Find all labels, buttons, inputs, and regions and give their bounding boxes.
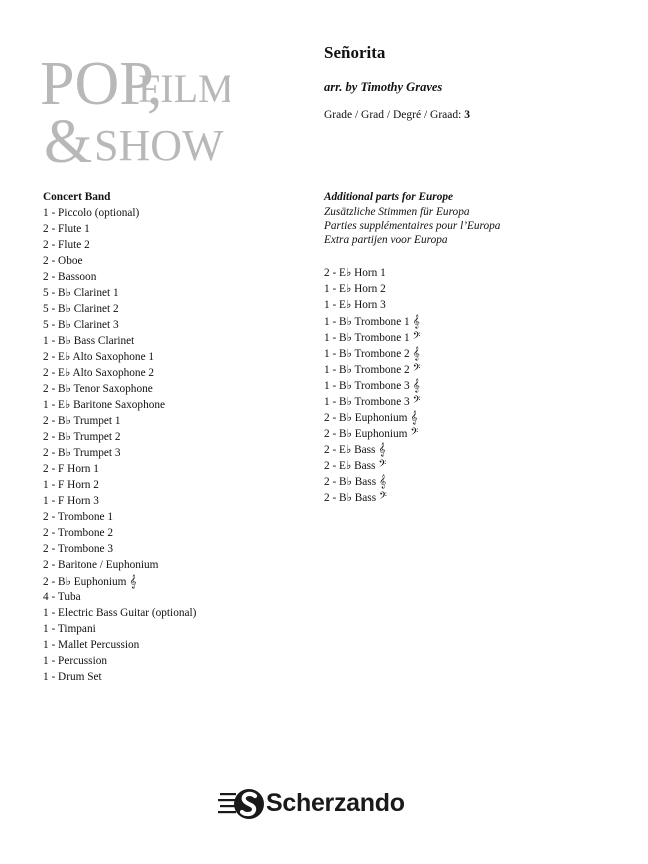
treble-clef-icon: 𝄞: [412, 314, 420, 328]
logo-word-pop: POP,: [40, 50, 163, 118]
bass-clef-icon: 𝄢: [410, 426, 419, 440]
concert-band-item: [43, 317, 196, 333]
concert-band-item-text: 2 - Flute 2: [43, 239, 90, 251]
europe-part-item: [324, 313, 500, 329]
concert-band-item-text: 5 - B♭ Clarinet 3: [43, 319, 119, 331]
concert-band-item: [43, 301, 196, 317]
europe-translation-nl: Extra partijen voor Europa: [324, 234, 448, 246]
europe-part-item-text: 1 - E♭ Horn 2: [324, 283, 386, 295]
concert-band-item: [43, 333, 196, 349]
concert-band-item-text: 1 - Drum Set: [43, 671, 102, 683]
concert-band-item-text: 1 - F Horn 2: [43, 479, 99, 491]
concert-band-item: [43, 669, 196, 685]
europe-parts-list: [324, 265, 500, 505]
concert-band-item: [43, 205, 196, 221]
concert-band-item: [43, 653, 196, 669]
europe-part-item: [324, 329, 500, 345]
treble-clef-icon: 𝄞: [129, 574, 137, 588]
concert-band-item: [43, 221, 196, 237]
concert-band-item: [43, 253, 196, 269]
concert-band-item: [43, 413, 196, 429]
europe-part-item-text: 2 - B♭ Bass: [324, 476, 377, 488]
concert-band-item: [43, 349, 196, 365]
pop-film-show-logo: [40, 42, 230, 167]
concert-band-item: [43, 397, 196, 413]
pop-film-show-logo-icon: [40, 42, 230, 167]
publisher-logo: [218, 784, 438, 826]
concert-band-item-text: 1 - Piccolo (optional): [43, 207, 140, 219]
concert-band-item: [43, 461, 196, 477]
concert-band-item: [43, 573, 196, 589]
concert-band-item: [43, 381, 196, 397]
europe-part-item-text: 1 - E♭ Horn 3: [324, 299, 386, 311]
concert-band-item: [43, 557, 196, 573]
europe-heading: Additional parts for Europe: [324, 191, 453, 203]
concert-band-item: [43, 269, 196, 285]
treble-clef-icon: 𝄞: [412, 346, 420, 360]
concert-band-item: [43, 285, 196, 301]
concert-band-item-text: 1 - B♭ Bass Clarinet: [43, 335, 135, 347]
europe-part-item-text: 2 - B♭ Euphonium: [324, 428, 408, 440]
concert-band-item: [43, 621, 196, 637]
concert-band-item-text: 2 - Trombone 3: [43, 543, 113, 555]
concert-band-item-text: 2 - F Horn 1: [43, 463, 99, 475]
europe-part-item-text: 1 - B♭ Trombone 2: [324, 364, 410, 376]
bass-clef-icon: 𝄢: [412, 394, 421, 408]
concert-band-item-text: 2 - B♭ Euphonium: [43, 576, 127, 588]
concert-band-item-text: 1 - F Horn 3: [43, 495, 99, 507]
logo-word-and: &: [44, 108, 93, 167]
grade-value: 3: [464, 109, 470, 121]
concert-band-item-text: 4 - Tuba: [43, 591, 81, 603]
europe-part-item: [324, 345, 500, 361]
concert-band-item: [43, 429, 196, 445]
concert-band-item-text: 2 - E♭ Alto Saxophone 1: [43, 351, 155, 363]
europe-part-item: [324, 457, 500, 473]
europe-part-item: [324, 281, 500, 297]
europe-part-item-text: 1 - B♭ Trombone 3: [324, 380, 410, 392]
bass-clef-icon: 𝄢: [412, 362, 421, 376]
concert-band-item: [43, 589, 196, 605]
concert-band-item: [43, 541, 196, 557]
europe-part-item: [324, 377, 500, 393]
scherzando-logo-icon: [218, 784, 266, 826]
europe-part-item: [324, 473, 500, 489]
concert-band-item-text: 2 - Oboe: [43, 255, 83, 267]
europe-part-item-text: 1 - B♭ Trombone 3: [324, 396, 410, 408]
publisher-name: Scherzando: [266, 789, 405, 817]
europe-part-item-text: 2 - E♭ Bass: [324, 460, 376, 472]
concert-band-list: [43, 205, 196, 685]
concert-band-item-text: 2 - B♭ Trumpet 1: [43, 415, 121, 427]
europe-part-item: [324, 489, 500, 505]
treble-clef-icon: 𝄞: [412, 378, 420, 392]
bass-clef-icon: 𝄢: [378, 458, 387, 472]
concert-band-item-text: 2 - Trombone 2: [43, 527, 113, 539]
europe-part-item-text: 1 - B♭ Trombone 2: [324, 348, 410, 360]
bass-clef-icon: 𝄢: [412, 330, 421, 344]
europe-part-item-text: 1 - B♭ Trombone 1: [324, 316, 410, 328]
europe-parts-column: [324, 189, 500, 505]
concert-band-item-text: 2 - B♭ Trumpet 2: [43, 431, 121, 443]
treble-clef-icon: 𝄞: [378, 442, 386, 456]
concert-band-item: [43, 525, 196, 541]
concert-band-item-text: 2 - Trombone 1: [43, 511, 113, 523]
europe-part-item: [324, 425, 500, 441]
europe-part-item: [324, 361, 500, 377]
page-title: Señorita: [324, 43, 386, 62]
concert-band-item-text: 1 - Percussion: [43, 655, 108, 667]
logo-word-film: FILM: [138, 66, 230, 111]
europe-part-item: [324, 297, 500, 313]
europe-part-item-text: 2 - E♭ Bass: [324, 444, 376, 456]
concert-band-item: [43, 637, 196, 653]
bass-clef-icon: 𝄢: [379, 490, 387, 504]
concert-band-item-text: 2 - B♭ Trumpet 3: [43, 447, 121, 459]
grade-label: Grade / Grad / Degré / Graad:: [324, 109, 462, 121]
concert-band-item: [43, 605, 196, 621]
concert-band-heading: Concert Band: [43, 191, 111, 203]
concert-band-item: [43, 237, 196, 253]
europe-part-item: [324, 441, 500, 457]
europe-translation-fr: Parties supplémentaires pour l’Europa: [324, 220, 501, 232]
europe-part-item-text: 2 - E♭ Horn 1: [324, 267, 386, 279]
logo-word-show: SHOW: [94, 121, 224, 167]
concert-band-item-text: 5 - B♭ Clarinet 1: [43, 287, 119, 299]
concert-band-item: [43, 445, 196, 461]
concert-band-item-text: 2 - B♭ Tenor Saxophone: [43, 383, 153, 395]
concert-band-item-text: 2 - E♭ Alto Saxophone 2: [43, 367, 155, 379]
europe-part-item-text: 2 - B♭ Bass: [324, 492, 377, 504]
europe-part-item-text: 1 - B♭ Trombone 1: [324, 332, 410, 344]
treble-clef-icon: 𝄞: [410, 410, 418, 424]
concert-band-item-text: 1 - Electric Bass Guitar (optional): [43, 607, 197, 619]
concert-band-item: [43, 509, 196, 525]
europe-part-item: [324, 393, 500, 409]
concert-band-item-text: 2 - Bassoon: [43, 271, 97, 283]
concert-band-item-text: 1 - Timpani: [43, 623, 96, 635]
europe-part-item: [324, 409, 500, 425]
concert-band-item: [43, 365, 196, 381]
concert-band-item-text: 2 - Baritone / Euphonium: [43, 559, 159, 571]
concert-band-column: [43, 189, 196, 685]
europe-part-item-text: 2 - B♭ Euphonium: [324, 412, 408, 424]
treble-clef-icon: 𝄞: [379, 474, 387, 488]
europe-part-item: [324, 265, 500, 281]
concert-band-item-text: 5 - B♭ Clarinet 2: [43, 303, 119, 315]
concert-band-item-text: 2 - Flute 1: [43, 223, 90, 235]
concert-band-item: [43, 477, 196, 493]
arranger: arr. by Timothy Graves: [324, 80, 443, 94]
concert-band-item-text: 1 - E♭ Baritone Saxophone: [43, 399, 166, 411]
concert-band-item: [43, 493, 196, 509]
europe-translation-de: Zusätzliche Stimmen für Europa: [324, 206, 470, 218]
concert-band-item-text: 1 - Mallet Percussion: [43, 639, 140, 651]
grade: [324, 109, 470, 121]
